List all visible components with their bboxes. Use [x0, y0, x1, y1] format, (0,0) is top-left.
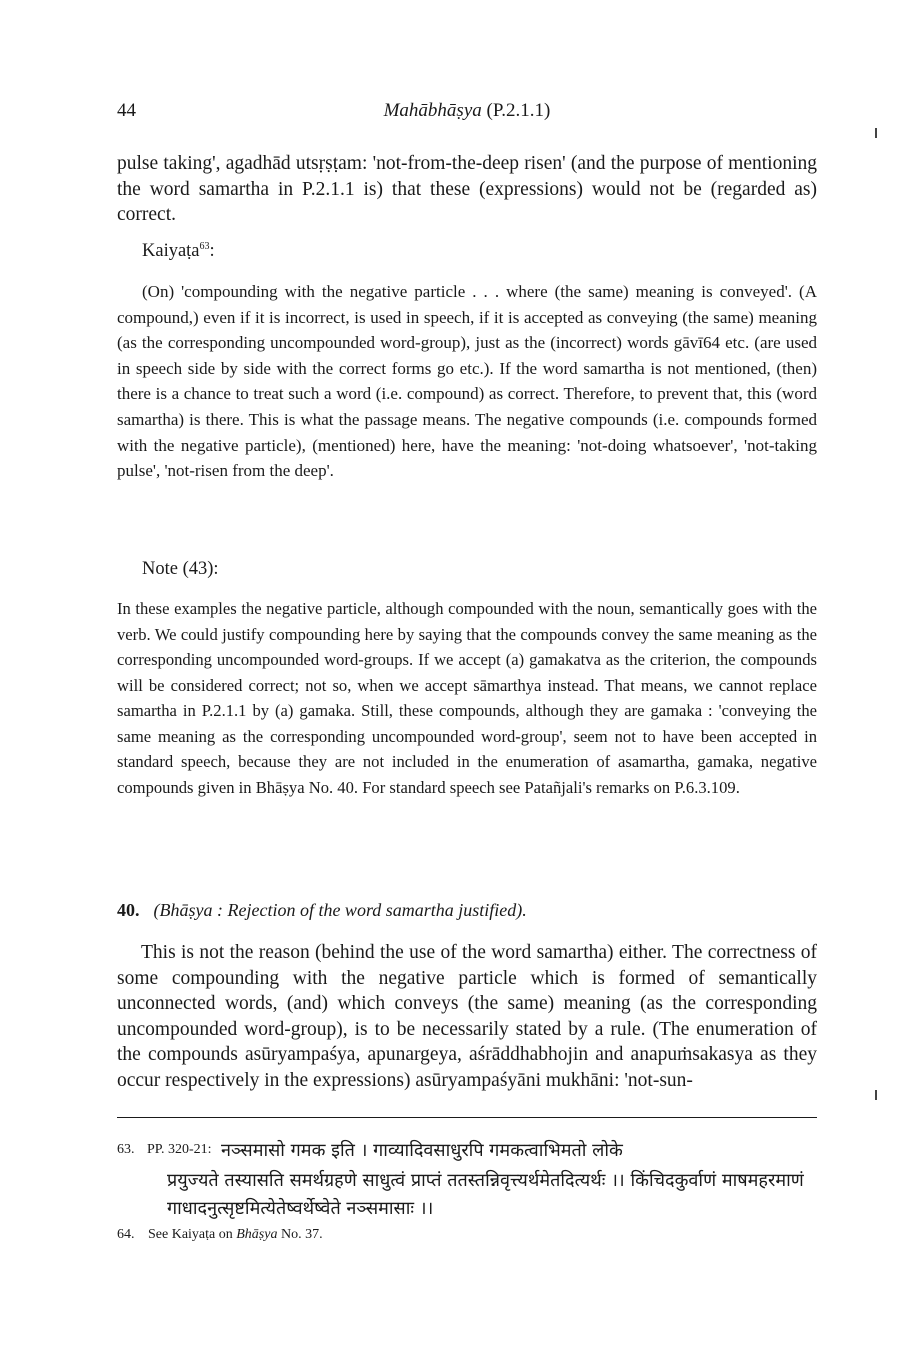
section-heading [117, 900, 527, 921]
footnote-64-text-post: No. 37. [280, 1227, 323, 1242]
footnote-ref-63: 63 [199, 241, 210, 252]
footnote-64-text-em: Bhāṣya [236, 1227, 278, 1242]
footnote-63-sanskrit-line2: प्रयुज्यते तस्यासति समर्थग्रहणे साधुत्वं प्राप्तं ततस्तन्निवृत्त्यर्थमेतदित्यर्थः ।। किंचिदकुर्वाणं माषमहरमाणं गाधादनुत्सृष्टमित्येतेष्वर्थेष्वेते नञ्समासाः ।। [167, 1170, 804, 1219]
footnote-64-text-pre: See Kaiyaṭa on [148, 1227, 233, 1242]
footnote-63-sanskrit-line1: नञ्समासो गमक इति । गाव्यादिवसाधुरपि गमकत्वाभिमतो लोके [221, 1140, 623, 1161]
scan-margin-mark [875, 1090, 877, 1100]
kaiyata-heading-colon: : [209, 241, 215, 262]
page-number: 44 [117, 100, 136, 121]
footnote-63-number: 63. [117, 1142, 135, 1157]
lead-paragraph: pulse taking', agadhād utsṛṣṭam: 'not-from-the-deep risen' (and the purpose of mentioning the word samartha in P.2.1.1 is) that these (expressions) would not be (regarded as) correct. [117, 153, 817, 225]
footnote-64-number: 64. [117, 1227, 135, 1242]
kaiyata-paragraph: (On) 'compounding with the negative particle . . . where (the same) meaning is conveyed'. (A compound,) even if it is incorrect, is used in speech, if it is accepted as conveying (the same) meaning (as the corresponding uncompounded word-group), just as the (incorrect) words gāvī64 etc. (are used in speech side by side with the correct forms go etc.). If the word samartha is not mentioned, (then) there is a chance to treat such a word (i.e. compound) as correct. Therefore, to prevent that, this (word samartha) is there. This is what the passage means. The negative compounds (i.e. compounds formed with the negative particle), (mentioned) here, have the meaning: 'not-doing whatsoever', 'not-taking pulse', 'not-risen from the deep'. [117, 282, 817, 481]
section-title: (Bhāṣya : Rejection of the word samartha justified). [153, 900, 527, 920]
kaiyata-heading-text: Kaiyaṭa [142, 241, 200, 262]
running-title [117, 100, 817, 122]
note-heading: Note (43): [142, 559, 219, 579]
scan-margin-mark [875, 128, 877, 138]
footnote-divider [117, 1117, 817, 1118]
running-title-reference: (P.2.1.1) [486, 100, 551, 121]
footnote-63-pages: PP. 320-21: [147, 1142, 212, 1157]
running-header [117, 100, 817, 126]
running-title-text: Mahābhāṣya [383, 100, 482, 121]
kaiyata-heading [142, 241, 215, 262]
footnote-64 [117, 1227, 323, 1243]
note-paragraph: In these examples the negative particle, although compounded with the noun, semantically goes with the verb. We could justify compounding here by saying that the compounds convey the same meaning as the corresponding uncompounded word-groups. If we accept (a) gamakatva as the criterion, the compounds will be considered correct; not so, when we accept sāmarthya instead. That means, we cannot replace samartha in P.2.1.1 by (a) gamaka. Still, these compounds, although they are gamaka : 'conveying the same meaning as the corresponding uncompounded word-group', seem not to have been accepted in standard speech, because they are not included in the enumeration of asamartha, gamaka, negative compounds given in Bhāṣya No. 40. For standard speech see Patañjali's remarks on P.6.3.109. [117, 599, 817, 797]
section-number: 40. [117, 900, 140, 920]
section-paragraph: This is not the reason (behind the use of the word samartha) either. The correctness of some compounding with the negative particle which is formed of semantically unconnected words, (and) which conveys (the same) meaning (as the corresponding uncompounded word-group), is to be necessarily stated by a rule. (The enumeration of the compounds asūryampaśya, apunargeya, aśrāddhabhojin and anapuṁsakasya as they occur respectively in the expressions) asūryampaśyāni mukhāni: 'not-sun- [117, 942, 817, 1091]
